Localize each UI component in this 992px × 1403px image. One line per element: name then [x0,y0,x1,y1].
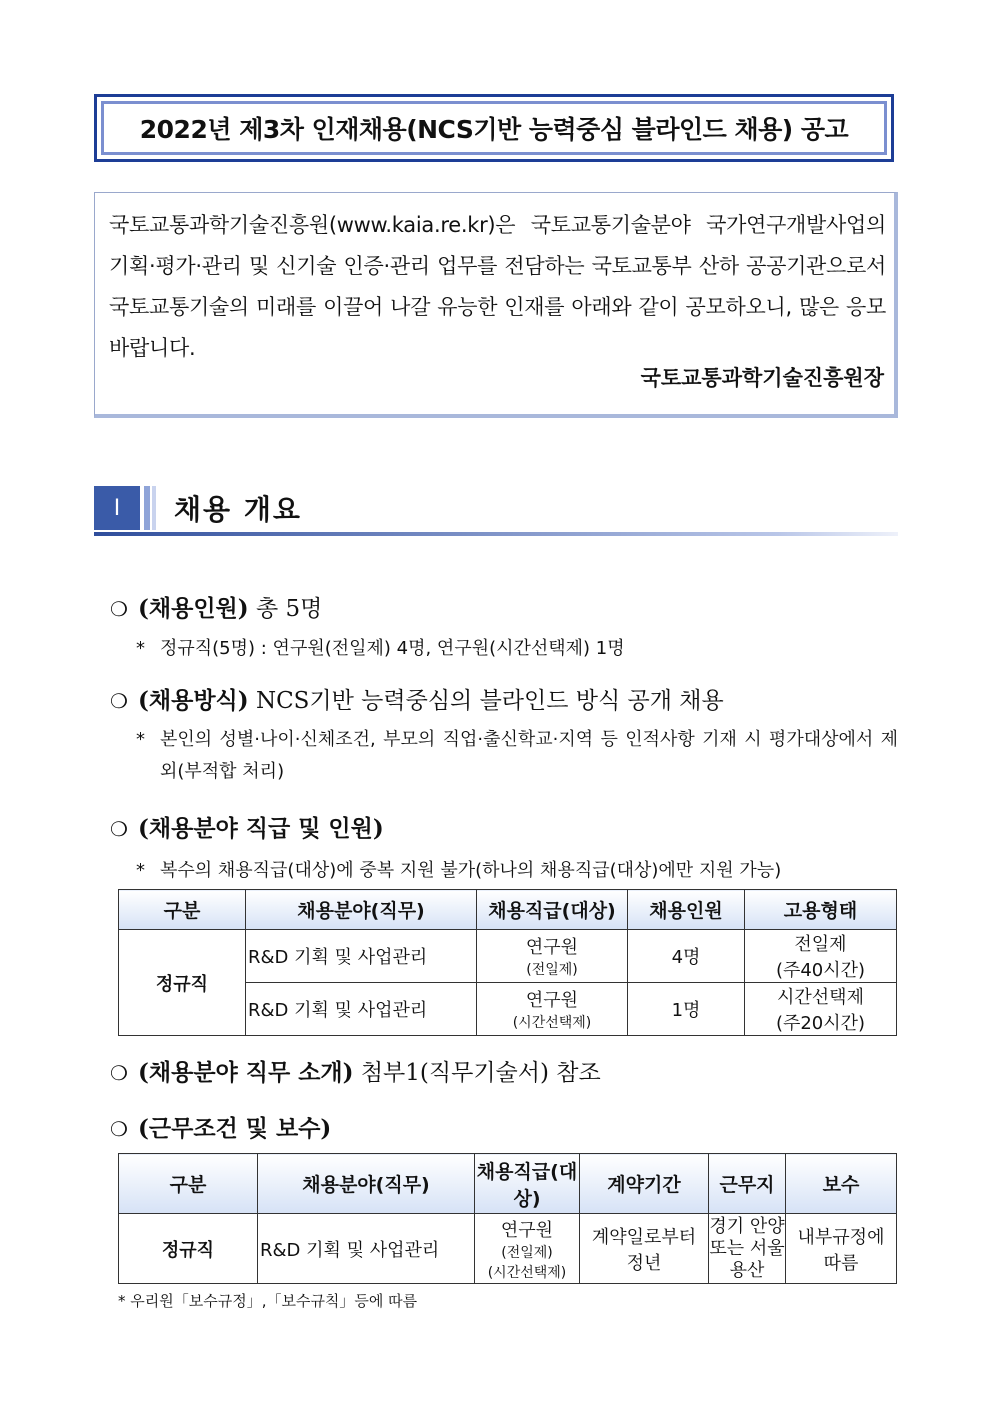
asterisk-icon: * [136,638,145,659]
table-header: 계약기간 [580,1154,709,1214]
table-cell: 연구원 (전일제) (시간선택제) [475,1214,580,1284]
table-header: 보수 [786,1154,897,1214]
section-number: Ⅰ [94,486,140,530]
table-cell: R&D 기획 및 사업관리 [246,983,477,1036]
intro-signature: 국토교통과학기술진흥원장 [640,366,884,390]
circle-bullet-icon: ❍ [110,817,128,841]
table-header: 채용인원 [628,890,745,930]
circle-bullet-icon: ❍ [110,597,128,621]
table-cell-group: 정규직 [119,1214,258,1284]
table-cell: 시간선택제 (주20시간) [745,983,897,1036]
asterisk-icon: * [136,729,145,750]
notice-title: 2022년 제3차 인재채용(NCS기반 능력중심 블라인드 채용) 공고 [139,115,849,144]
table-cell: 연구원 (전일제) [477,930,628,983]
item-conditions: ❍ (근무조건 및 보수) [110,1115,332,1142]
section-header [94,486,898,536]
table-cell: 전일제 (주40시간) [745,930,897,983]
section-accent-bar-light [152,486,156,530]
table-cell: 4명 [628,930,745,983]
item-method: ❍ (채용방식) NCS기반 능력중심의 블라인드 방식 공개 채용 [110,687,724,714]
table-cell-group: 정규직 [119,930,246,1036]
section-underline [94,532,898,536]
notice-title-box [94,94,894,162]
table-cell: R&D 기획 및 사업관리 [258,1214,475,1284]
table-cell: 계약일로부터 정년 [580,1214,709,1284]
table-row [119,1214,897,1284]
section-title: 채용 개요 [174,493,302,526]
item-headcount: ❍ (채용인원) 총 5명 [110,595,323,622]
table-row [119,930,897,983]
circle-bullet-icon: ❍ [110,1061,128,1085]
table-header: 근무지 [709,1154,786,1214]
item-duty-intro: ❍ (채용분야 직무 소개) 첨부1(직무기술서) 참조 [110,1059,601,1086]
item-positions: ❍ (채용분야 직급 및 인원) [110,815,384,842]
note-method: * 본인의 성별·나이·신체조건, 부모의 직업·출신학교·지역 등 인적사항 기재 시 평가대상에서 제외(부적합 처리) [136,724,898,788]
table-header: 채용직급(대상) [477,890,628,930]
note-headcount: * 정규직(5명) : 연구원(전일제) 4명, 연구원(시간선택제) 1명 [136,638,625,659]
table-header: 채용직급(대상) [475,1154,580,1214]
table-cell: R&D 기획 및 사업관리 [246,930,477,983]
note-positions: * 복수의 채용직급(대상)에 중복 지원 불가(하나의 채용직급(대상)에만 지원 가능) [136,860,782,881]
circle-bullet-icon: ❍ [110,1117,128,1141]
asterisk-icon: * [136,860,145,881]
section-accent-bar [144,486,150,530]
table-header-row [119,890,897,930]
intro-box [94,192,898,418]
table-header: 고용형태 [745,890,897,930]
intro-text: 국토교통과학기술진흥원(www.kaia.re.kr)은 국토교통기술분야 국가연구개발사업의 기획·평가·관리 및 신기술 인증·관리 업무를 전담하는 국토교통부 산하 공공기관으로서 국토교통기술의 미래를 이끌어 나갈 유능한 인재를 아래와 같이 공모하오니, 많은 응모바랍니다. [109,213,886,360]
table-header-row [119,1154,897,1214]
circle-bullet-icon: ❍ [110,689,128,713]
table-header: 채용분야(직무) [246,890,477,930]
table-header: 채용분야(직무) [258,1154,475,1214]
table-header: 구분 [119,1154,258,1214]
table-cell: 연구원 (시간선택제) [477,983,628,1036]
table-header: 구분 [119,890,246,930]
table-cell: 1명 [628,983,745,1036]
table-cell: 내부규정에 따름 [786,1214,897,1284]
table-cell: 경기 안양 또는 서울 용산 [709,1214,786,1284]
footnote: * 우리원「보수규정」,「보수규칙」등에 따름 [118,1292,418,1310]
conditions-table [118,1153,897,1284]
positions-table [118,889,897,1036]
